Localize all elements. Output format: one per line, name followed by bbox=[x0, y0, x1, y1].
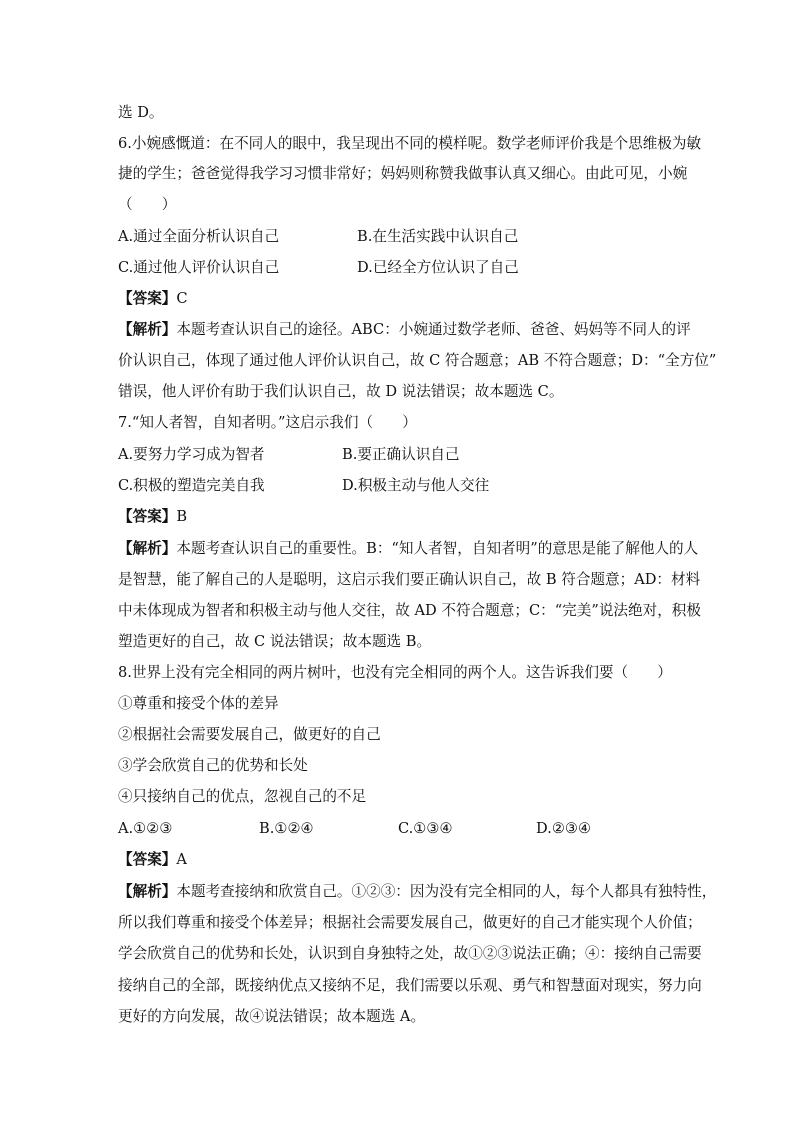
q6-explanation-text: 本题考查认识自己的途径。ABC：小婉通过数学老师、爸爸、妈妈等不同人的评 bbox=[176, 321, 691, 338]
q7-options-row-2 bbox=[118, 476, 678, 496]
q6-option-c: C.通过他人评价认识自己 bbox=[118, 259, 280, 276]
explanation-label: 【解析】 bbox=[118, 540, 177, 557]
q6-stem: 6.小婉感慨道：在不同人的眼中，我呈现出不同的模样呢。数学老师评价我是个思维极为敏 bbox=[118, 135, 702, 152]
answer-label: 【答案】 bbox=[118, 851, 177, 868]
q7-options-row-1 bbox=[118, 445, 678, 465]
explanation-label: 【解析】 bbox=[118, 883, 177, 900]
q7-option-b: B.要正确认识自己 bbox=[342, 446, 460, 463]
q6-answer bbox=[118, 289, 678, 309]
q8-option-d: D.②③④ bbox=[536, 820, 592, 837]
q6-explanation-text: 错误，他人评价有助于我们认识自己，故 D 说法错误；故本题选 C。 bbox=[118, 383, 564, 400]
q8-option-b: B.①②④ bbox=[259, 820, 314, 837]
q8-explanation-text: 本题考查接纳和欣赏自己。①②③：因为没有完全相同的人，每个人都具有独特性， bbox=[176, 883, 717, 900]
q7-option-c: C.积极的塑造完美自我 bbox=[118, 477, 265, 494]
answer-label: 【答案】 bbox=[118, 508, 177, 525]
q8-explanation-text: 更好的方向发展，故④说法错误；故本题选 A。 bbox=[118, 1008, 426, 1025]
q8-explanation bbox=[118, 882, 717, 902]
q6-option-d: D.已经全方位认识了自己 bbox=[357, 259, 519, 276]
q7-answer bbox=[118, 507, 678, 527]
q8-answer bbox=[118, 850, 678, 870]
q7-explanation-text: 中未体现成为智者和积极主动与他人交往，故 AD 不符合题意；C：“完美”说法绝对，积极 bbox=[118, 602, 701, 619]
q7-explanation-text: 本题考查认识自己的重要性。B：“知人者智，自知者明”的意思是能了解他人的人 bbox=[176, 540, 699, 557]
q8-answer-value: A bbox=[176, 851, 187, 868]
q8-statement-4: ④只接纳自己的优点，忽视自己的不足 bbox=[118, 788, 367, 805]
q6-option-a: A.通过全面分析认识自己 bbox=[118, 228, 280, 245]
q8-explanation-text: 所以我们尊重和接受个体差异；根据社会需要发展自己，做更好的自己才能实现个人价值； bbox=[118, 914, 702, 931]
q6-options-row-2 bbox=[118, 258, 678, 278]
q7-explanation-text: 是智慧，能了解自己的人是聪明，这启示我们要正确认识自己，故 B 符合题意；AD：材料 bbox=[118, 571, 701, 588]
q7-stem: 7.“知人者智，自知者明。”这启示我们（ ） bbox=[118, 414, 417, 431]
q6-options-row-1 bbox=[118, 227, 678, 247]
q8-statement-1: ①尊重和接受个体的差异 bbox=[118, 695, 279, 712]
q8-option-c: C.①③④ bbox=[398, 820, 453, 837]
q6-stem: （ ） bbox=[118, 196, 177, 213]
q6-explanation bbox=[118, 320, 691, 340]
q8-explanation-text: 接纳自己的全部，既接纳优点又接纳不足，我们需要以乐观、勇气和智慧面对现实，努力向 bbox=[118, 977, 702, 994]
q6-answer-value: C bbox=[176, 290, 188, 307]
q7-explanation-text: 塑造更好的自己，故 C 说法错误；故本题选 B。 bbox=[118, 633, 432, 650]
q7-answer-value: B bbox=[176, 508, 188, 525]
q8-options-row bbox=[118, 819, 678, 839]
q8-option-a: A.①②③ bbox=[118, 820, 173, 837]
q8-stem: 8.世界上没有完全相同的两片树叶，也没有完全相同的两个人。这告诉我们要（ ） bbox=[118, 664, 672, 681]
q6-stem: 捷的学生；爸爸觉得我学习习惯非常好；妈妈则称赞我做事认真又细心。由此可见，小婉 bbox=[118, 165, 688, 182]
q8-explanation-text: 学会欣赏自己的优势和长处，认识到自身独特之处，故①②③说法正确；④：接纳自己需要 bbox=[118, 945, 702, 962]
q6-explanation-text: 价认识自己，体现了通过他人评价认识自己，故 C 符合题意；AB 不符合题意；D：“全方位” bbox=[118, 352, 717, 369]
q8-statement-3: ③学会欣赏自己的优势和长处 bbox=[118, 757, 308, 774]
prev-answer-tail: 选 D。 bbox=[118, 104, 164, 121]
q7-option-a: A.要努力学习成为智者 bbox=[118, 446, 265, 463]
answer-label: 【答案】 bbox=[118, 290, 177, 307]
q7-explanation bbox=[118, 539, 699, 559]
q8-statement-2: ②根据社会需要发展自己，做更好的自己 bbox=[118, 726, 381, 743]
q7-option-d: D.积极主动与他人交往 bbox=[342, 477, 490, 494]
q6-option-b: B.在生活实践中认识自己 bbox=[357, 228, 519, 245]
explanation-label: 【解析】 bbox=[118, 321, 177, 338]
